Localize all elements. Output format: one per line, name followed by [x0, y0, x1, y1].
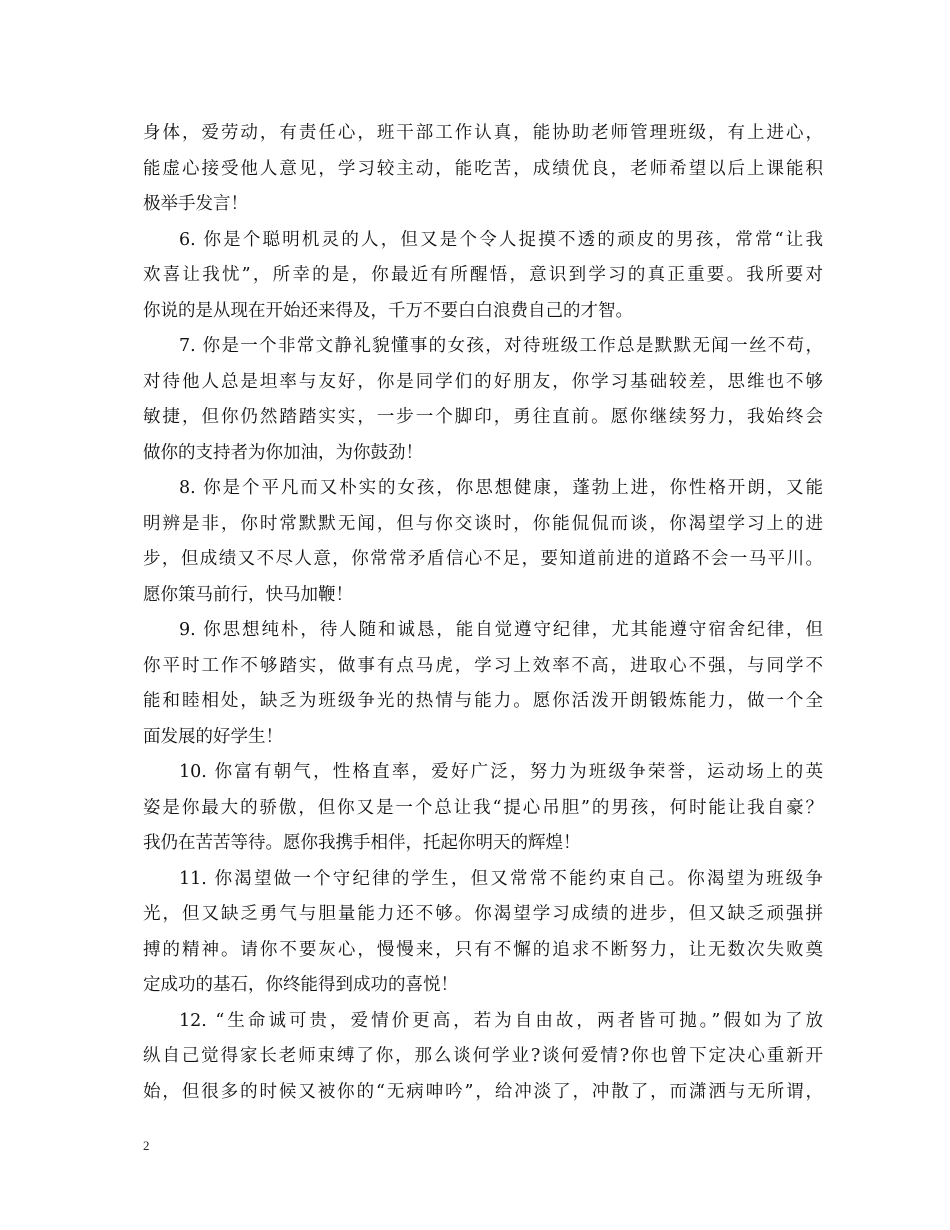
paragraph-first-line: 12. “生命诚可贵，爱情价更高，若为自由故，两者皆可抛。”假如为了放	[179, 1010, 823, 1031]
document-body	[143, 116, 823, 1110]
text-line: 姿是你最大的骄傲，但你又是一个总让我“提心吊胆”的男孩，何时能让我自豪？	[143, 797, 823, 818]
text-line: 定成功的基石，你终能得到成功的喜悦！	[143, 975, 458, 995]
paragraph-first-line: 9. 你思想纯朴，待人随和诚恳，能自觉遵守纪律，尤其能遵守宿舍纪律，但	[179, 620, 823, 640]
text-line: 你说的是从现在开始还来得及，千万不要白白浪费自己的才智。	[143, 300, 633, 321]
paragraph-first-line: 6. 你是个聪明机灵的人，但又是个令人捉摸不透的顽皮的男孩，常常“让我	[179, 229, 823, 250]
text-line: 明辨是非，你时常默默无闻，但与你交谈时，你能侃侃而谈，你渴望学习上的进	[143, 513, 823, 534]
text-line: 极举手发言！	[143, 194, 248, 214]
text-line: 纵自己觉得家长老师束缚了你，那么谈何学业?谈何爱情?你也曾下定决心重新开	[143, 1046, 823, 1066]
text-line: 欢喜让我忧”，所幸的是，你最近有所醒悟，意识到学习的真正重要。我所要对	[143, 265, 823, 285]
paragraph-first-line: 10. 你富有朝气，性格直率，爱好广泛，努力为班级争荣誉，运动场上的英	[179, 762, 823, 782]
paragraph-first-line: 8. 你是个平凡而又朴实的女孩，你思想健康，蓬勃上进，你性格开朗，又能	[179, 478, 823, 498]
text-line: 敏捷，但你仍然踏踏实实，一步一个脚印，勇往直前。愿你继续努力，我始终会	[143, 407, 823, 427]
text-line: 面发展的好学生！	[143, 726, 283, 747]
text-line: 光，但又缺乏勇气与胆量能力还不够。你渴望学习成绩的进步，但又缺乏顽强拼	[143, 904, 823, 924]
text-line: 身体，爱劳动，有责任心，班干部工作认真，能协助老师管理班级，有上进心，	[143, 123, 823, 143]
text-line: 搏的精神。请你不要灰心，慢慢来，只有不懈的追求不断努力，让无数次失败奠	[143, 939, 823, 960]
text-line: 你平时工作不够踏实，做事有点马虎，学习上效率不高，进取心不强，与同学不	[143, 655, 823, 676]
text-line: 我仍在苦苦等待。愿你我携手相伴，托起你明天的辉煌！	[143, 833, 581, 853]
text-line: 始，但很多的时候又被你的“无病呻吟”，给冲淡了，冲散了，而潇洒与无所谓，	[143, 1081, 823, 1102]
text-line: 愿你策马前行，快马加鞭！	[143, 584, 353, 605]
paragraph-first-line: 7. 你是一个非常文静礼貌懂事的女孩，对待班级工作总是默默无闻一丝不苟，	[179, 336, 823, 356]
text-line: 步，但成绩又不尽人意，你常常矛盾信心不足，要知道前进的道路不会一马平川。	[143, 549, 823, 569]
text-line: 能和睦相处，缺乏为班级争光的热情与能力。愿你活泼开朗锻炼能力，做一个全	[143, 691, 823, 711]
text-line: 做你的支持者为你加油，为你鼓劲！	[143, 442, 423, 463]
paragraph-first-line: 11. 你渴望做一个守纪律的学生，但又常常不能约束自己。你渴望为班级争	[179, 868, 823, 889]
page-number: 2	[143, 1138, 150, 1153]
text-line: 对待他人总是坦率与友好，你是同学们的好朋友，你学习基础较差，思维也不够	[143, 371, 823, 392]
text-line: 能虚心接受他人意见，学习较主动，能吃苦，成绩优良，老师希望以后上课能积	[143, 158, 823, 179]
